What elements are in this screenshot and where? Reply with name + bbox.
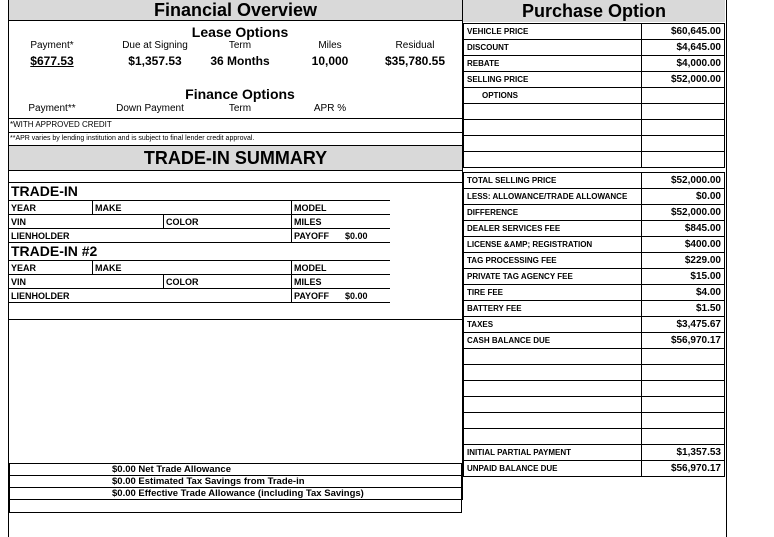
table-row: [464, 173, 725, 189]
trade2-rule-a: [8, 260, 390, 261]
tire-fee-label: TIRE FEE: [464, 285, 642, 301]
approved-credit-note: *WITH APPROVED CREDIT: [10, 120, 112, 129]
table-row: [464, 269, 725, 285]
table-row: [464, 152, 725, 168]
options-label: OPTIONS: [464, 88, 642, 104]
trade-section-bottom: [8, 319, 463, 320]
financial-overview-title: Financial Overview: [9, 0, 462, 20]
finance-header-down: Down Payment: [116, 103, 184, 114]
table-row: [464, 317, 725, 333]
table-row: [464, 429, 725, 445]
empty-cell: [464, 120, 642, 136]
empty-cell: [642, 136, 725, 152]
trade1-rule-a: [8, 200, 390, 201]
table-row: [464, 445, 725, 461]
license-registration-label: LICENSE &AMP; REGISTRATION: [464, 237, 642, 253]
table-row: [464, 88, 725, 104]
trade-in-1-heading: TRADE-IN: [11, 183, 78, 199]
table-row: [464, 301, 725, 317]
empty-cell: [642, 381, 725, 397]
lease-header-due: Due at Signing: [122, 40, 188, 51]
finance-header-term: Term: [228, 103, 252, 114]
total-selling-price-value: $52,000.00: [642, 173, 725, 189]
trade-allowance-label: LESS: ALLOWANCE/TRADE ALLOWANCE: [464, 189, 642, 205]
trade2-model-label: MODEL: [294, 263, 327, 273]
empty-cell: [464, 429, 642, 445]
dealer-services-fee-label: DEALER SERVICES FEE: [464, 221, 642, 237]
empty-cell: [642, 349, 725, 365]
lease-header-miles: Miles: [318, 40, 342, 51]
selling-price-label: SELLING PRICE: [464, 72, 642, 88]
trade2-payoff-label: PAYOFF: [294, 291, 330, 301]
trade-allowance-value: $0.00: [642, 189, 725, 205]
table-row: [464, 56, 725, 72]
tag-processing-fee-value: $229.00: [642, 253, 725, 269]
dealer-services-fee-value: $845.00: [642, 221, 725, 237]
table-row: [464, 365, 725, 381]
rebate-label: REBATE: [464, 56, 642, 72]
finance-header-apr: APR %: [313, 103, 347, 114]
lease-header-payment: Payment*: [30, 40, 74, 51]
net-trade-allowance: $0.00 Net Trade Allowance: [112, 464, 231, 475]
empty-cell: [642, 429, 725, 445]
lease-miles-value: 10,000: [311, 54, 349, 68]
trade2-miles-label: MILES: [294, 277, 322, 287]
empty-cell: [642, 397, 725, 413]
private-tag-agency-fee-value: $15.00: [642, 269, 725, 285]
trade1-vdiv-right: [291, 200, 292, 242]
allowance-rule-3: [9, 499, 462, 500]
battery-fee-value: $1.50: [642, 301, 725, 317]
trade2-vdiv-make: [92, 260, 93, 274]
table-row: [464, 221, 725, 237]
empty-cell: [464, 136, 642, 152]
difference-value: $52,000.00: [642, 205, 725, 221]
empty-cell: [464, 104, 642, 120]
table-row: [464, 333, 725, 349]
table-row: [464, 120, 725, 136]
trade1-make-label: MAKE: [95, 203, 122, 213]
trade1-lienholder-label: LIENHOLDER: [11, 231, 70, 241]
table-row: [464, 24, 725, 40]
lease-header-term: Term: [228, 40, 252, 51]
trade2-payoff-value: $0.00: [345, 291, 368, 301]
trade1-color-label: COLOR: [166, 217, 199, 227]
trade1-model-label: MODEL: [294, 203, 327, 213]
unpaid-balance-due-label: UNPAID BALANCE DUE: [464, 461, 642, 477]
empty-cell: [642, 413, 725, 429]
empty-cell: [464, 413, 642, 429]
initial-partial-payment-label: INITIAL PARTIAL PAYMENT: [464, 445, 642, 461]
table-row: [464, 205, 725, 221]
table-row: [464, 104, 725, 120]
license-registration-value: $400.00: [642, 237, 725, 253]
options-value: [642, 88, 725, 104]
lease-options-title: Lease Options: [191, 24, 289, 40]
rebate-value: $4,000.00: [642, 56, 725, 72]
left-border: [8, 0, 9, 537]
lease-payment-value: $677.53: [30, 54, 74, 68]
trade-title-rule: [8, 170, 463, 171]
empty-cell: [464, 365, 642, 381]
unpaid-balance-due-value: $56,970.17: [642, 461, 725, 477]
table-row: [464, 40, 725, 56]
trade2-color-label: COLOR: [166, 277, 199, 287]
table-row: [464, 189, 725, 205]
apr-note: **APR varies by lending institution and is subject to final lender credit approval.: [10, 135, 255, 142]
title-rule: [8, 20, 463, 21]
empty-cell: [642, 120, 725, 136]
empty-cell: [464, 397, 642, 413]
trade1-rule-b: [8, 214, 390, 215]
trade2-vdiv-right: [291, 260, 292, 302]
empty-cell: [642, 104, 725, 120]
trade2-lienholder-label: LIENHOLDER: [11, 291, 70, 301]
taxes-value: $3,475.67: [642, 317, 725, 333]
trade1-rule-c: [8, 228, 390, 229]
tag-processing-fee-label: TAG PROCESSING FEE: [464, 253, 642, 269]
trade1-vdiv-make: [92, 200, 93, 214]
trade-in-summary-title: TRADE-IN SUMMARY: [9, 146, 462, 170]
table-row: [464, 413, 725, 429]
total-selling-price-label: TOTAL SELLING PRICE: [464, 173, 642, 189]
vehicle-price-label: VEHICLE PRICE: [464, 24, 642, 40]
right-border: [726, 0, 727, 537]
battery-fee-label: BATTERY FEE: [464, 301, 642, 317]
table-row: [464, 253, 725, 269]
initial-partial-payment-value: $1,357.53: [642, 445, 725, 461]
trade2-rule-b: [8, 274, 390, 275]
trade-in-2-heading: TRADE-IN #2: [11, 243, 98, 259]
cash-balance-due-label: CASH BALANCE DUE: [464, 333, 642, 349]
taxes-label: TAXES: [464, 317, 642, 333]
empty-cell: [642, 365, 725, 381]
table-row: [464, 397, 725, 413]
table-row: [464, 72, 725, 88]
table-row: [464, 237, 725, 253]
empty-cell: [464, 381, 642, 397]
trade2-make-label: MAKE: [95, 263, 122, 273]
vehicle-price-value: $60,645.00: [642, 24, 725, 40]
lease-header-residual: Residual: [395, 40, 435, 51]
table-row: [464, 136, 725, 152]
table-row: [464, 285, 725, 301]
trade1-vin-label: VIN: [11, 217, 27, 227]
tire-fee-value: $4.00: [642, 285, 725, 301]
selling-price-value: $52,000.00: [642, 72, 725, 88]
notes-rule-top: [8, 118, 463, 119]
difference-label: DIFFERENCE: [464, 205, 642, 221]
notes-rule-mid: [8, 132, 463, 133]
cash-balance-due-value: $56,970.17: [642, 333, 725, 349]
discount-value: $4,645.00: [642, 40, 725, 56]
purchase-option-title: Purchase Option: [463, 0, 725, 22]
estimated-tax-savings: $0.00 Estimated Tax Savings from Trade-in: [112, 476, 305, 487]
trade2-year-label: YEAR: [11, 263, 37, 273]
purchase-top-table: [463, 23, 725, 168]
table-row: [464, 461, 725, 477]
finance-options-title: Finance Options: [185, 86, 295, 102]
trade1-payoff-value: $0.00: [345, 231, 368, 241]
trade1-vdiv-color: [163, 214, 164, 228]
table-row: [464, 349, 725, 365]
trade2-rule-d: [8, 302, 390, 303]
empty-cell: [464, 349, 642, 365]
lease-term-value: 36 Months: [210, 54, 270, 68]
table-row: [464, 381, 725, 397]
trade2-rule-c: [8, 288, 390, 289]
trade1-payoff-label: PAYOFF: [294, 231, 330, 241]
trade2-vdiv-color: [163, 274, 164, 288]
empty-cell: [642, 152, 725, 168]
trade1-miles-label: MILES: [294, 217, 322, 227]
lease-due-value: $1,357.53: [128, 54, 182, 68]
effective-trade-allowance: $0.00 Effective Trade Allowance (including Tax Savings): [112, 488, 364, 499]
empty-cell: [464, 152, 642, 168]
trade1-year-label: YEAR: [11, 203, 37, 213]
lease-residual-value: $35,780.55: [384, 54, 446, 68]
finance-header-payment: Payment**: [28, 103, 76, 114]
purchase-summary-table: [463, 172, 725, 477]
private-tag-agency-fee-label: PRIVATE TAG AGENCY FEE: [464, 269, 642, 285]
trade2-vin-label: VIN: [11, 277, 27, 287]
discount-label: DISCOUNT: [464, 40, 642, 56]
